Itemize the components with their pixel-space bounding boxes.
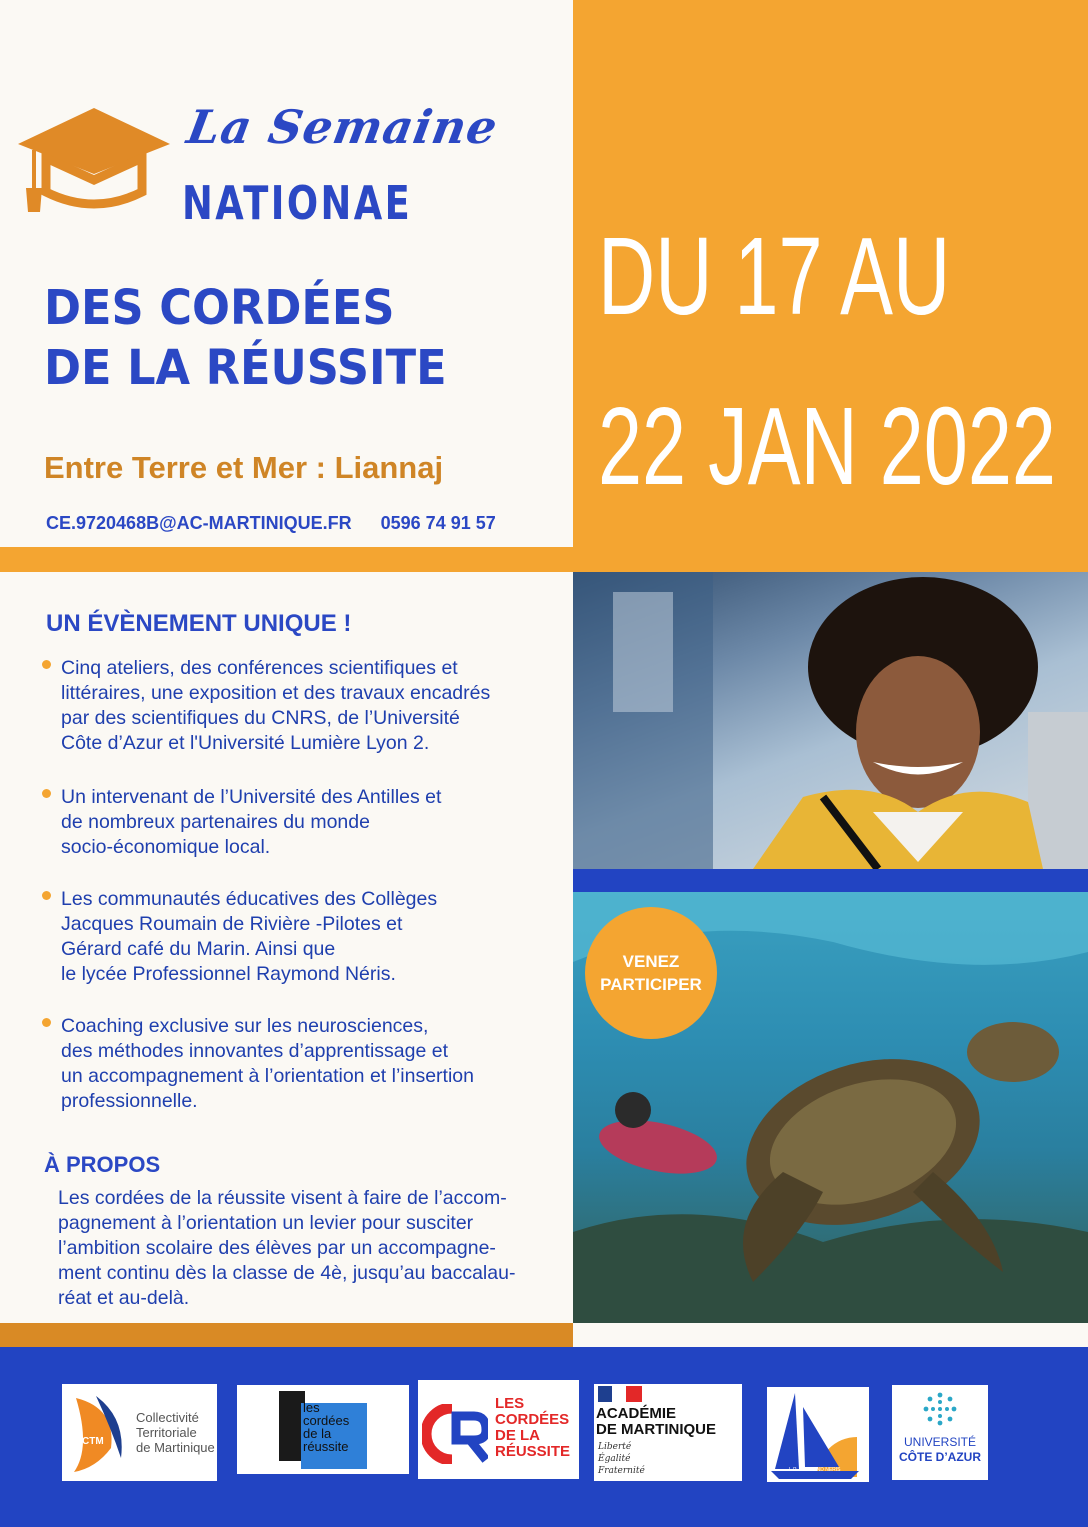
dates-line-2: 22 JAN 2022 [598,385,1056,508]
bullet-dot-icon [42,891,51,900]
footer [0,1347,1088,1527]
cordees-book-logo[interactable] [237,1385,409,1474]
graduation-cap-icon [14,104,174,216]
bullet-text: Coaching exclusive sur les neurosciences, des méthodes innovantes d’apprentissage et un accompagnement à l’orientation et l’insertion professionnelle. [61,1015,474,1112]
phone-number[interactable]: 0596 74 91 57 [380,513,496,533]
cream-band-bottom [573,1323,1088,1347]
badge-line-1: VENEZ [622,952,680,971]
participate-badge[interactable] [585,907,717,1039]
bullet-dot-icon [42,789,51,798]
ctm-bird-icon [66,1388,136,1476]
orange-band [0,547,573,572]
about-heading: À PROPOS [44,1152,161,1177]
subtitle: Entre Terre et Mer : Liannaj [44,450,444,485]
list-item [42,785,572,860]
ctm-name: Collectivité Territoriale de Martinique [136,1410,215,1455]
contact-info [46,513,496,534]
lycee-name: L.P. RAYMOND NERIS [789,1467,841,1473]
cordees-book-text: les cordées de la réussite [303,1400,350,1454]
bullet-text: Un intervenant de l’Université des Antilles et de nombreux partenaires du monde socio-économique local. [61,786,442,858]
bullet-text: Les communautés éducatives des Collèges Jacques Roumain de Rivière -Pilotes et Gérard café du Marin. Ainsi que le lycée Professionnel Raymond Néris. [61,888,438,985]
event-heading: UN ÉVÈNEMENT UNIQUE ! [46,610,352,637]
bullet-text: Cinq ateliers, des conférences scientifiques et littéraires, une exposition et des travaux encadrés par des scientifiques du CNRS, de l’Université Côte d’Azur et l'Université Lumière Lyon 2. [61,657,491,754]
photo-divider [573,869,1088,892]
about-text: Les cordées de la réussite visent à faire de l’accom- pagnement à l’orientation un levier pour susciter l’ambition scolaire des élèves par un accompagne- ment continu dès la classe de 4è, jusqu’au baccalau- réat et au-delà. [58,1187,516,1309]
academie-name: ACADÉMIE DE MARTINIQUE [596,1405,716,1438]
title-line-1: DES CORDÉES [44,280,395,336]
event-dates [598,192,1056,532]
universite-logo[interactable] [892,1385,988,1480]
page-title [44,278,447,398]
universite-line-2: CÔTE D’AZUR [899,1450,981,1464]
list-item [42,887,572,987]
bullet-dot-icon [42,660,51,669]
badge-line-2: PARTICIPER [600,975,702,994]
script-title: La Semaine [183,100,503,154]
list-item [42,656,572,756]
bullet-dot-icon [42,1018,51,1027]
email-link[interactable]: CE.9720468B@AC-MARTINIQUE.FR [46,513,352,533]
cordees-cr-icon [422,1404,488,1464]
lycee-logo[interactable] [767,1387,869,1482]
cordees-reussite-text: LES CORDÉES DE LA RÉUSSITE [495,1395,571,1460]
national-title: NATIONAE [182,176,413,230]
academie-logo[interactable] [594,1384,742,1481]
student-photo [573,572,1088,869]
ctm-logo[interactable] [62,1384,217,1481]
cordees-reussite-logo[interactable] [418,1380,579,1479]
universite-dots-icon [922,1391,958,1427]
dates-line-1: DU 17 AU [598,215,951,338]
title-line-2: DE LA RÉUSSITE [44,340,447,396]
list-item [42,1014,572,1114]
universite-line-1: UNIVERSITÉ [903,1435,976,1449]
orange-band-bottom [0,1323,573,1347]
marianne-flag-icon [598,1386,642,1402]
republic-motto: Liberté Égalité Fraternité [598,1442,645,1476]
ctm-abbr: CTM [82,1436,104,1447]
